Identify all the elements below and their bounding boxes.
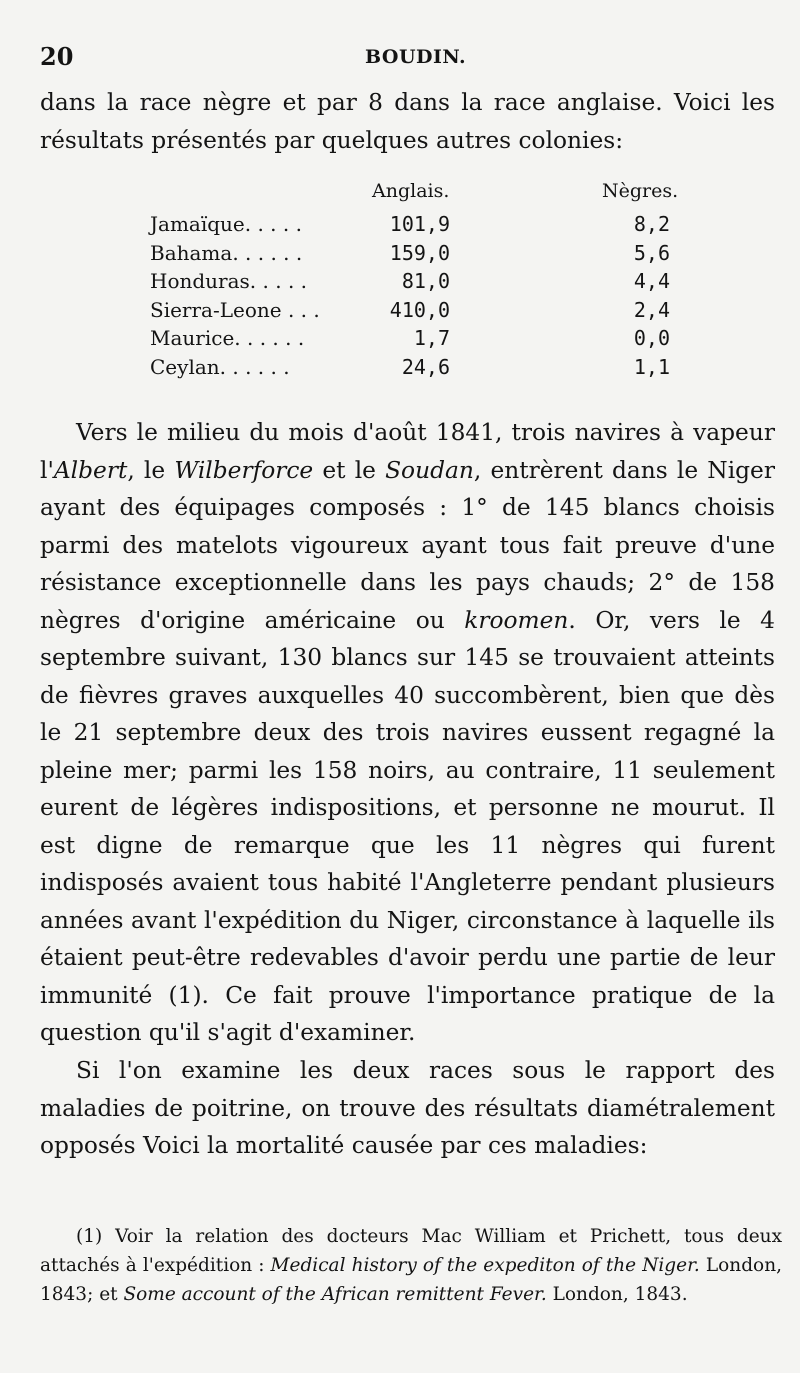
footnote-text: London, 1843; et [40,1255,782,1305]
column-header-anglais: Anglais. [372,180,450,202]
paragraph-intro: dans la race nègre et par 8 dans la race anglaise. Voici les résultats présentés par quelques autres colonies: [40,89,775,154]
mortality-table [150,180,680,383]
value-anglais: 410,0 [389,297,450,322]
text-run: , le [127,456,175,484]
colony-name: Ceylan. . . . . . [150,354,290,379]
footnote-text: London, 1843. [546,1284,688,1305]
value-negres: 2,4 [633,297,670,322]
value-anglais: 1,7 [413,326,450,350]
paragraph-niger-expedition [40,414,775,1052]
value-negres: 1,1 [633,354,670,379]
colony-name: Jamaïque. . . . . [150,212,302,236]
value-anglais: 24,6 [401,354,450,379]
table-row [150,269,680,298]
footnote-title-1: Medical history of the expediton of the Niger. [270,1255,700,1276]
value-anglais: 101,9 [389,212,450,236]
ship-name-soudan: Soudan [385,456,474,484]
table-row [150,355,680,384]
footnote [40,1222,782,1309]
colony-name: Honduras. . . . . [150,269,308,293]
value-negres: 0,0 [633,326,670,350]
paragraph-chest-diseases: Si l'on examine les deux races sous le rapport des maladies de poitrine, on trouve des résultats diamétralement opposés Voici la mortalité causée par ces maladies: [40,1057,775,1159]
running-title: BOUDIN. [365,46,467,68]
colony-name: Sierra-Leone . . . [150,297,320,322]
column-header-negres: Nègres. [602,180,679,202]
colony-name: Bahama. . . . . . [150,240,303,265]
value-anglais: 159,0 [389,240,450,265]
text-run: . Or, vers le 4 septembre suivant, 130 blancs sur 145 se trouvaient atteints de fièvres graves auxquelles 40 succombèrent, bien que dès le 21 septembre deux des trois navires eussent regagné la pleine mer; parmi les 158 noirs, au contraire, 11 seulement eurent de légères indispositions, et personne ne mourut. Il est digne de remarque que les 11 nègres qui furent indisposés avaient tous habité l'Angleterre pendant plusieurs années avant l'expédition du Niger, circonstance à laquelle ils étaient peut-être redevables d'avoir perdu une partie de leur immunité (1). Ce fait prouve l'importance pratique de la question qu'il s'agit d'examiner. [40,606,775,1046]
text-run: et le [313,456,386,484]
term-kroomen: kroomen [464,606,569,634]
table-row [150,298,680,327]
page-header [40,42,760,78]
page-number: 20 [40,42,74,71]
footnote-text: (1) Voir la relation des docteurs Mac William et Prichett, tous deux attachés à l'expédition : [40,1226,782,1276]
table-header-row [150,180,680,212]
text-run: Vers le milieu du mois d'août 1841, trois navires à vapeur l' [40,419,775,484]
value-negres: 8,2 [633,212,670,236]
ship-name-wilberforce: Wilberforce [174,456,314,484]
table-row [150,326,680,355]
colony-name: Maurice. . . . . . [150,326,305,350]
ship-name-albert: Albert [53,456,128,484]
value-negres: 4,4 [633,269,670,293]
table-row [150,241,680,270]
value-anglais: 81,0 [401,269,450,293]
value-negres: 5,6 [633,240,670,265]
footnote-title-2: Some account of the African remittent Fever. [123,1284,547,1305]
table-row [150,212,680,241]
text-run: , entrèrent dans le Niger ayant des équipages composés : 1° de 145 blancs choisis parmi des matelots vigoureux ayant tous fait preuve d'une résistance exceptionnelle dans les pays chauds; 2° de 158 nègres d'origine américaine ou [40,456,775,634]
